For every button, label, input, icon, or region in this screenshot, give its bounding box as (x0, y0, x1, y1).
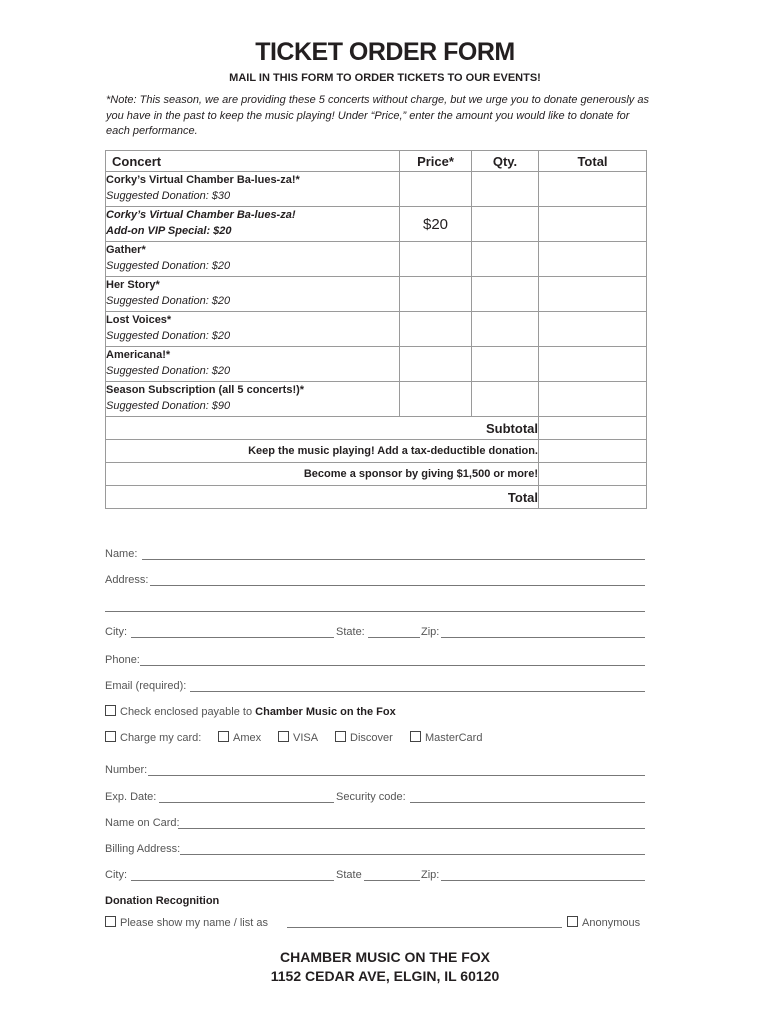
total-field[interactable] (539, 312, 647, 347)
visa-option[interactable] (278, 731, 318, 744)
donation-note: *Note: This season, we are providing these 5 concerts without charge, but we urge you to donate generously as you have in the past to keep the music playing! Under “Price,” enter the amount you would like to donate for each performance. (106, 94, 649, 137)
phone-field[interactable] (140, 665, 645, 666)
concert-donation: Suggested Donation: $20 (106, 260, 231, 272)
qty-field[interactable] (472, 172, 539, 207)
footer-organization: CHAMBER MUSIC ON THE FOX (280, 949, 490, 965)
concert-donation: Suggested Donation: $20 (106, 365, 231, 377)
anonymous-option[interactable] (567, 916, 640, 929)
state-label: State: (336, 626, 365, 638)
concert-name: Her Story* (106, 279, 160, 291)
billing-city-label: City: (105, 869, 127, 881)
email-field[interactable] (190, 691, 645, 692)
donation-row (106, 440, 647, 463)
total-field[interactable] (539, 277, 647, 312)
phone-label: Phone: (105, 654, 140, 666)
qty-field[interactable] (472, 347, 539, 382)
billing-address-label: Billing Address: (105, 843, 181, 855)
total-field[interactable] (539, 347, 647, 382)
price-field[interactable] (400, 347, 472, 382)
subtotal-label: Subtotal (106, 417, 539, 440)
total-field[interactable] (539, 382, 647, 417)
show-name-checkbox[interactable] (105, 916, 116, 927)
price-header: Price* (400, 151, 472, 172)
check-option[interactable] (105, 705, 396, 718)
billing-state-label: State (336, 869, 362, 881)
amex-checkbox[interactable] (218, 731, 229, 742)
total-header: Total (539, 151, 647, 172)
check-label: Check enclosed payable to (120, 706, 253, 718)
name-label: Name: (105, 548, 138, 560)
concert-name: Season Subscription (all 5 concerts!)* (106, 384, 305, 396)
total-field[interactable] (539, 207, 647, 242)
billing-zip-field[interactable] (441, 880, 645, 881)
price-field[interactable] (400, 242, 472, 277)
address-field[interactable] (150, 585, 645, 586)
discover-checkbox[interactable] (335, 731, 346, 742)
concert-name: Americana!* (106, 349, 171, 361)
concert-name: Corky’s Virtual Chamber Ba-lues-za!* (106, 174, 300, 186)
price-field[interactable] (400, 172, 472, 207)
discover-label: Discover (350, 732, 393, 744)
billing-zip-label: Zip: (421, 869, 440, 881)
concert-donation: Suggested Donation: $20 (106, 330, 231, 342)
table-row (106, 347, 647, 382)
sponsor-field[interactable] (539, 463, 647, 486)
concert-donation: Add-on VIP Special: $20 (106, 225, 232, 237)
billing-city-field[interactable] (131, 880, 334, 881)
donation-recognition-title: Donation Recognition (105, 895, 220, 907)
amex-option[interactable] (218, 731, 261, 744)
page-title: TICKET ORDER FORM (255, 38, 515, 66)
qty-header: Qty. (472, 151, 539, 172)
concert-name: Gather* (106, 244, 146, 256)
check-checkbox[interactable] (105, 705, 116, 716)
show-name-option[interactable] (105, 916, 268, 929)
table-row (106, 172, 647, 207)
qty-field[interactable] (472, 277, 539, 312)
table-row (106, 277, 647, 312)
qty-field[interactable] (472, 312, 539, 347)
order-table-header (106, 151, 647, 172)
name-on-card-label: Name on Card: (105, 817, 180, 829)
billing-state-field[interactable] (364, 880, 420, 881)
donation-label: Keep the music playing! Add a tax-deductible donation. (106, 440, 539, 463)
address-line-2-field[interactable] (105, 611, 645, 612)
total-field[interactable] (539, 172, 647, 207)
mastercard-option[interactable] (410, 731, 482, 744)
price-field[interactable] (400, 382, 472, 417)
check-payee: Chamber Music on the Fox (255, 706, 396, 718)
security-code-label: Security code: (336, 791, 406, 803)
amex-label: Amex (233, 732, 262, 744)
concert-name: Lost Voices* (106, 314, 172, 326)
footer-address: 1152 CEDAR AVE, ELGIN, IL 60120 (270, 968, 500, 984)
grand-total-field[interactable] (539, 486, 647, 509)
qty-field[interactable] (472, 207, 539, 242)
zip-label: Zip: (421, 626, 440, 638)
name-on-card-field[interactable] (178, 828, 645, 829)
anonymous-label: Anonymous (582, 917, 641, 929)
billing-address-field[interactable] (180, 854, 645, 855)
show-name-label: Please show my name / list as (120, 917, 268, 929)
table-row (106, 242, 647, 277)
qty-field[interactable] (472, 242, 539, 277)
order-table (105, 150, 647, 509)
city-label: City: (105, 626, 127, 638)
security-code-field[interactable] (410, 802, 645, 803)
charge-checkbox[interactable] (105, 731, 116, 742)
total-row (106, 486, 647, 509)
address-label: Address: (105, 574, 149, 586)
total-field[interactable] (539, 242, 647, 277)
charge-option[interactable] (105, 731, 201, 744)
concert-name: Corky’s Virtual Chamber Ba-lues-za! (106, 209, 296, 221)
price-field[interactable] (400, 277, 472, 312)
table-row (106, 382, 647, 417)
donation-field[interactable] (539, 440, 647, 463)
exp-date-field[interactable] (159, 802, 334, 803)
concert-donation: Suggested Donation: $20 (106, 295, 231, 307)
sponsor-label: Become a sponsor by giving $1,500 or more! (106, 463, 539, 486)
sponsor-row (106, 463, 647, 486)
table-row (106, 312, 647, 347)
qty-field[interactable] (472, 382, 539, 417)
visa-checkbox[interactable] (278, 731, 289, 742)
card-number-label: Number: (105, 764, 148, 776)
listing-name-field[interactable] (287, 927, 562, 928)
state-field[interactable] (368, 637, 420, 638)
price-field[interactable]: $20 (400, 207, 472, 242)
total-label: Total (106, 486, 539, 509)
concert-header: Concert (106, 151, 400, 172)
table-row (106, 207, 647, 242)
name-field[interactable] (142, 559, 645, 560)
card-number-field[interactable] (148, 775, 645, 776)
concert-donation: Suggested Donation: $30 (106, 190, 231, 202)
email-label: Email (required): (105, 680, 187, 692)
price-field[interactable] (400, 312, 472, 347)
mastercard-checkbox[interactable] (410, 731, 421, 742)
page-subtitle: MAIL IN THIS FORM TO ORDER TICKETS TO OUR EVENTS! (229, 72, 541, 84)
exp-date-label: Exp. Date: (105, 791, 157, 803)
discover-option[interactable] (335, 731, 393, 744)
zip-field[interactable] (441, 637, 645, 638)
charge-label: Charge my card: (120, 732, 202, 744)
city-field[interactable] (131, 637, 334, 638)
visa-label: VISA (293, 732, 319, 744)
anonymous-checkbox[interactable] (567, 916, 578, 927)
concert-donation: Suggested Donation: $90 (106, 400, 231, 412)
mastercard-label: MasterCard (425, 732, 483, 744)
subtotal-row (106, 417, 647, 440)
subtotal-field[interactable] (539, 417, 647, 440)
